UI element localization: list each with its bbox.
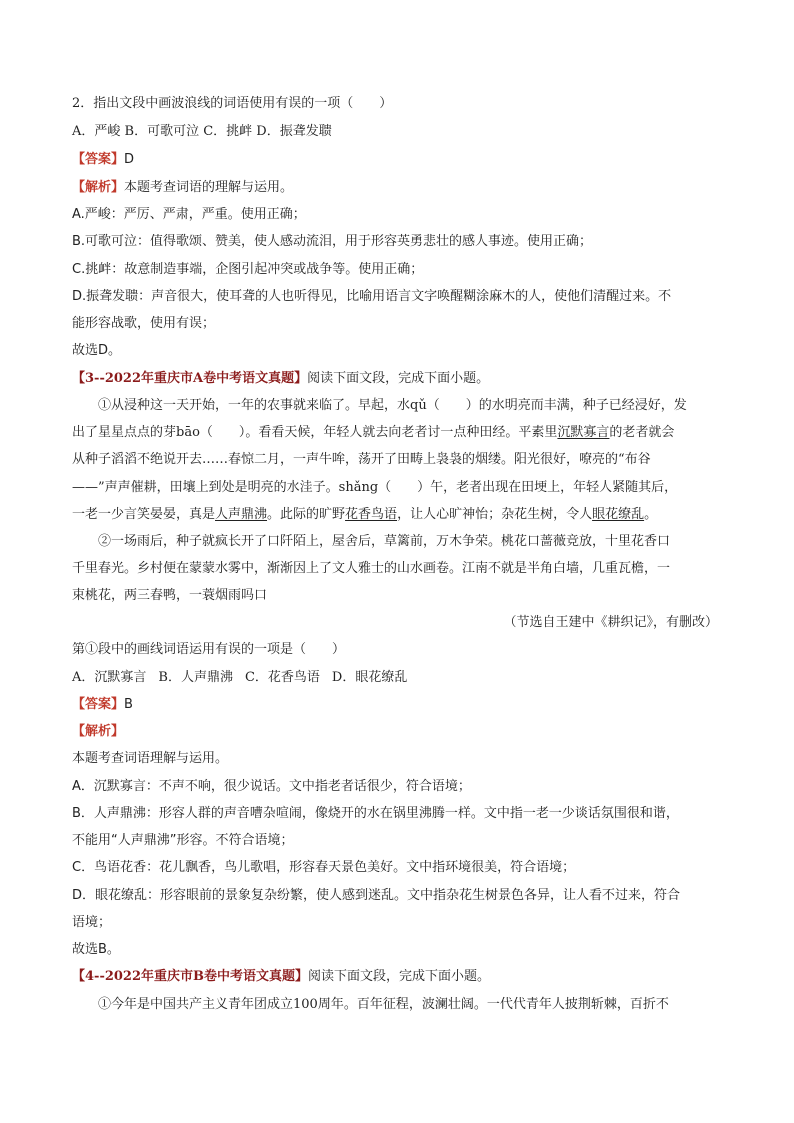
q3-passage-line: 束桃花，两三春鸭，一蓑烟雨吗口	[72, 588, 268, 603]
q2-analysis	[72, 180, 293, 196]
q3-citation: （节选自王建中《耕织记》，有删改）	[503, 615, 718, 630]
q3-analysis-b-line2: 不能用“人声鼎沸”形容。不符合语境；	[72, 833, 294, 848]
underlined-word: 眼花缭乱	[592, 507, 645, 522]
q3-source	[72, 371, 489, 387]
answer-value: D	[124, 152, 135, 167]
option-d: D．眼花缭乱	[331, 670, 408, 685]
q4-source-text: 阅读下面文段，完成下面小题。	[308, 969, 491, 984]
q3-analysis-a: A．沉默寡言：不声不响，很少说话。文中指老者话很少，符合语境；	[72, 779, 471, 794]
q4-source	[72, 969, 490, 985]
analysis-intro: 本题考查词语的理解与运用。	[124, 180, 294, 195]
option-a: A．沉默寡言	[72, 670, 147, 685]
q3-analysis-b-line1: B．人声鼎沸：形容人群的声音嘈杂喧闹，像烧开的水在锅里沸腾一样。文中指一老一少谈话氛围很和谐，	[72, 806, 679, 821]
q3-passage-line: 从种子滔滔不绝说开去……春惊二月，一声牛哞，荡开了田畴上袅袅的烟缕。阳光很好，嘹亮的“布谷	[72, 452, 651, 467]
underlined-word: 人声鼎沸	[215, 507, 268, 522]
answer-tag: 【答案】	[72, 152, 125, 167]
q2-stem: 2．指出文段中画波浪线的词语使用有误的一项（ ）	[72, 96, 393, 111]
answer-tag: 【答案】	[72, 697, 125, 712]
q2-conclusion: 故选D。	[72, 343, 122, 358]
q3-analysis-c: C．鸟语花香：花儿飘香，鸟儿歌唱，形容春天景色美好。文中指环境很美，符合语境；	[72, 860, 576, 875]
q3-stem: 第①段中的画线词语运用有误的一项是（ ）	[72, 642, 346, 657]
underlined-word: 花香鸟语	[345, 507, 398, 522]
q3-conclusion: 故选B。	[72, 942, 120, 957]
q3-analysis-intro: 本题考查词语理解与运用。	[72, 751, 229, 766]
analysis-tag: 【解析】	[72, 180, 125, 195]
q3-passage-line: ——”声声催耕，田壤上到处是明亮的水洼子。shǎng（ ）午，老者出现在田埂上，年轻人紧随其后，	[72, 480, 678, 495]
q2-analysis-d-line1: D.振聋发聩：声音很大，使耳聋的人也听得见，比喻用语言文字唤醒糊涂麻木的人，使他们清醒过来。不	[72, 289, 672, 304]
option-c: C．花香鸟语	[244, 670, 320, 685]
q3-analysis-tag: 【解析】	[72, 724, 125, 739]
q2-analysis-d-line2: 能形容战歌，使用有误；	[72, 316, 216, 331]
q2-analysis-b: B.可歌可泣：值得歌颂、赞美，使人感动流泪，用于形容英勇悲壮的感人事迹。使用正确；	[72, 234, 593, 249]
q3-passage-line: ②一场雨后，种子就疯长开了口阡陌上，屋舍后，草篱前，万木争荣。桃花口蔷薇竞放，十里花香口	[98, 534, 671, 549]
underlined-word: 沉默寡言	[557, 425, 610, 440]
q2-analysis-a: A.严峻：严厉、严肃，严重。使用正确；	[72, 207, 306, 222]
q3-analysis-d-line2: 语境；	[72, 915, 112, 930]
q3-passage-line: 千里春光。乡村便在蒙蒙水雾中，渐渐因上了文人雅士的山水画卷。江南不就是半角白墙，几重瓦檐，一	[72, 561, 671, 576]
q3-passage-line: 出了星星点点的芽bāo（ ）。看看天候，年轻人就去向老者讨一点种田经。平素里沉默寡言的老者就会	[72, 425, 675, 440]
option-b: B．人声鼎沸	[158, 670, 233, 685]
q3-analysis-d-line1: D．眼花缭乱：形容眼前的景象复杂纷繁，使人感到迷乱。文中指杂花生树景色各异，让人看不过来，符合	[72, 888, 681, 903]
q3-source-tag: 【3--2022年重庆市A卷中考语文真题】	[72, 371, 308, 386]
q2-answer	[72, 152, 134, 168]
q4-passage-line: ①今年是中国共产主义青年团成立100周年。百年征程，波澜壮阔。一代代青年人披荆斩棘，百折不	[98, 997, 669, 1012]
answer-value: B	[124, 697, 133, 712]
q3-passage-line: 一老一少言笑晏晏，真是人声鼎沸。此际的旷野花香鸟语，让人心旷神怡；杂花生树，令人眼花缭乱。	[72, 507, 658, 522]
q3-passage-line: ①从浸种这一天开始，一年的农事就来临了。早起，水qǔ（ ）的水明亮而丰满，种子已经浸好，发	[98, 398, 687, 413]
q2-options: A．严峻 B．可歌可泣 C．挑衅 D．振聋发聩	[72, 124, 332, 139]
q3-options	[72, 670, 407, 686]
q2-analysis-c: C.挑衅：故意制造事端，企图引起冲突或战争等。使用正确；	[72, 262, 424, 277]
q3-answer	[72, 697, 133, 713]
q4-source-tag: 【4--2022年重庆市B卷中考语文真题】	[72, 969, 309, 984]
q3-source-text: 阅读下面文段，完成下面小题。	[307, 371, 490, 386]
